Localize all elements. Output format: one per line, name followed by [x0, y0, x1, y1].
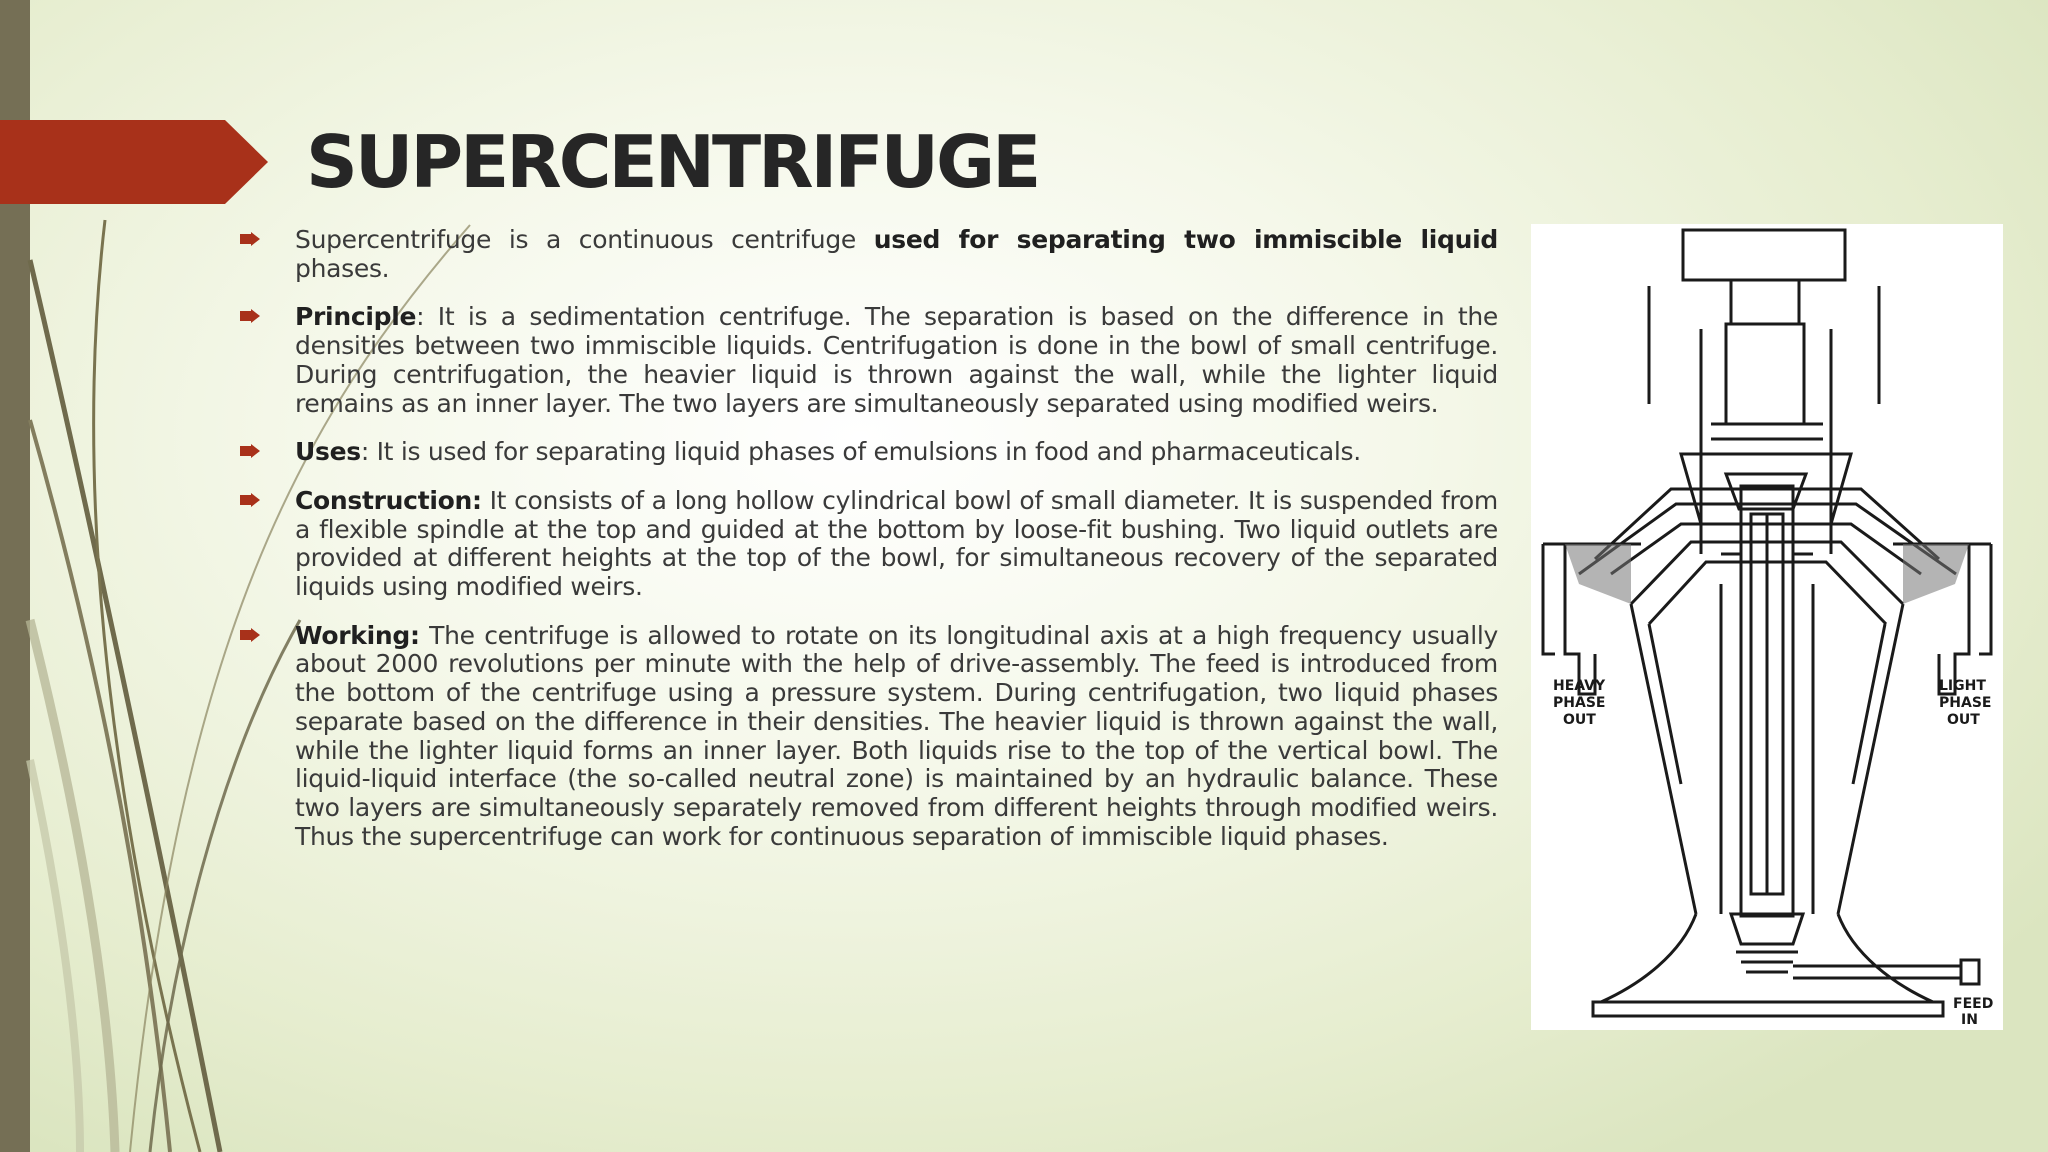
uses-label: Uses — [295, 437, 361, 467]
feed-in-label-line2: IN — [1961, 1012, 1978, 1028]
intro-emphasis: used for separating two immiscible liquid — [873, 225, 1498, 254]
construction-label: Construction: — [295, 485, 482, 515]
bullet-list — [240, 226, 1498, 871]
bullet-uses — [240, 438, 1498, 467]
intro-tail: phases. — [295, 253, 390, 283]
light-phase-label-line1: LIGHT — [1939, 678, 1986, 694]
light-phase-label-line2: PHASE — [1939, 695, 1992, 711]
feed-in-label-line1: FEED — [1953, 996, 1994, 1012]
heavy-phase-label-line1: HEAVY — [1553, 678, 1606, 694]
heavy-phase-label-line3: OUT — [1563, 712, 1596, 728]
bullet-construction-text — [295, 487, 1498, 602]
arrow-bullet-icon — [240, 493, 260, 507]
bullet-principle — [240, 303, 1498, 418]
arrow-bullet-icon — [240, 628, 260, 642]
bullet-working — [240, 622, 1498, 852]
uses-body: : It is used for separating liquid phases of emulsions in food and pharmaceuticals. — [360, 437, 1361, 467]
construction-body: It consists of a long hollow cylindrical bowl of small diameter. It is suspended from a flexible spindle at the top and guided at the bottom by loose-fit bushing. Two liquid outlets are provided at different heights at the top of the bowl, for simultaneous recovery of the separated liquids using modified weirs. — [295, 485, 1498, 602]
bullet-working-text — [295, 622, 1498, 852]
light-phase-label-line3: OUT — [1947, 712, 1980, 728]
working-body: The centrifuge is allowed to rotate on its longitudinal axis at a high frequency usually about 2000 revolutions per minute with the help of drive-assembly. The feed is introduced from the bottom of the centrifuge using a pressure system. During centrifugation, two liquid phases separate based on the difference in their densities. The heavier liquid is thrown against the wall, while the lighter liquid forms an inner layer. Both liquids rise to the top of the vertical bowl. The liquid-liquid interface (the so-called neutral zone) is maintained by an hydraulic balance. These two layers are simultaneously separately removed from different heights through modified weirs. Thus the supercentrifuge can work for continuous separation of immiscible liquid phases. — [295, 620, 1498, 851]
arrow-bullet-icon — [240, 232, 260, 246]
working-label: Working: — [295, 620, 420, 650]
arrow-bullet-icon — [240, 444, 260, 458]
arrow-bullet-icon — [240, 309, 260, 323]
principle-label: Principle — [295, 302, 417, 332]
heavy-phase-label-line2: PHASE — [1553, 695, 1606, 711]
bullet-uses-text — [295, 438, 1498, 467]
bullet-intro-text — [295, 226, 1498, 283]
bullet-principle-text — [295, 303, 1498, 418]
supercentrifuge-diagram — [1531, 224, 2003, 1030]
slide-title: SUPERCENTRIFUGE — [306, 120, 1039, 204]
principle-body: : It is a sedimentation centrifuge. The separation is based on the difference in the densities between two immiscible liquids. Centrifugation is done in the bowl of small centrifuge. During centrifugation, the heavier liquid is thrown against the wall, while the lighter liquid remains as an inner layer. The two layers are simultaneously separated using modified weirs. — [295, 302, 1498, 418]
bullet-intro — [240, 226, 1498, 283]
bullet-construction — [240, 487, 1498, 602]
intro-text: Supercentrifuge is a continuous centrifuge — [295, 225, 874, 254]
title-arrow-banner — [0, 120, 268, 204]
